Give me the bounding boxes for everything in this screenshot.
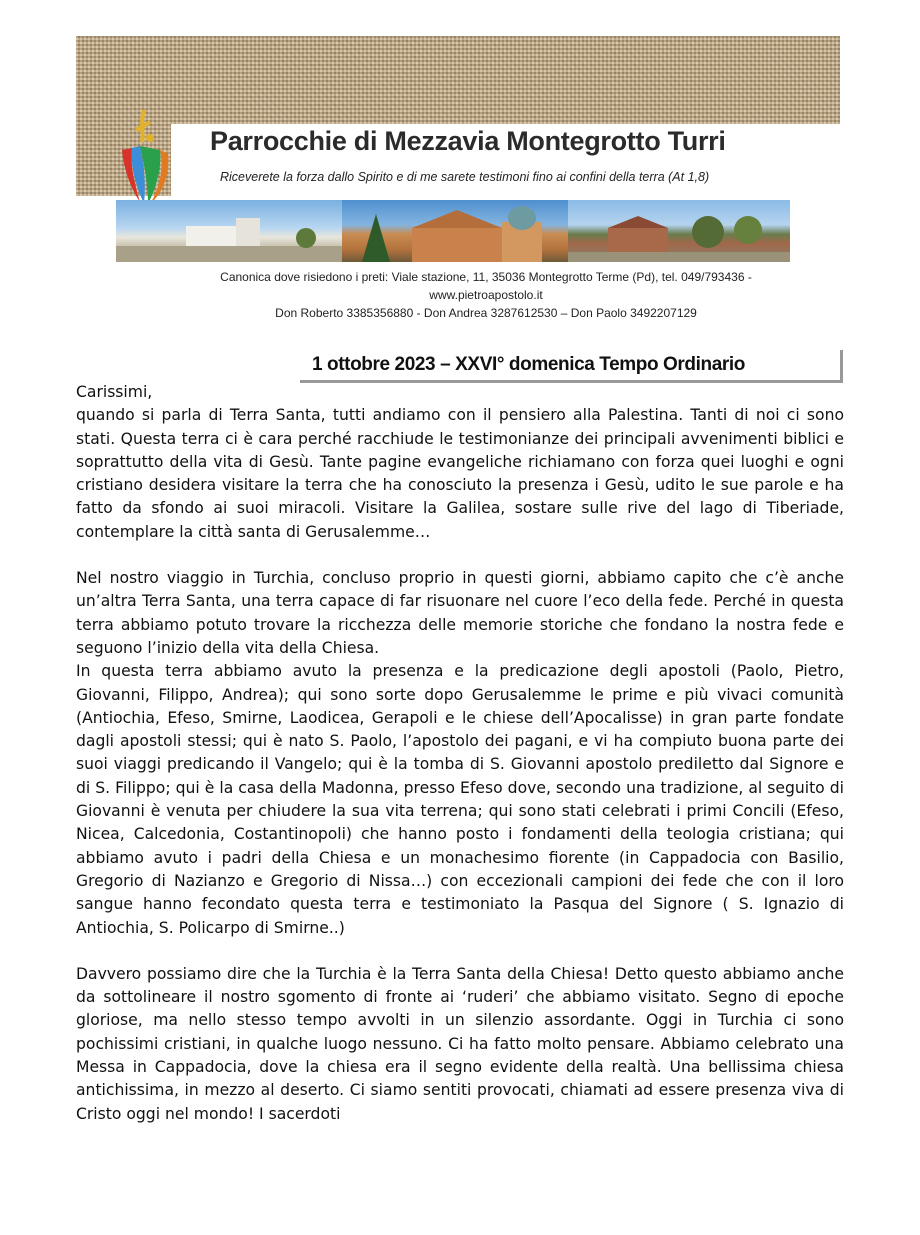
paragraph-2: Nel nostro viaggio in Turchia, concluso proprio in questi giorni, abbiamo capito che c’è anche un’altra Terra Santa, una terra capace di far risuonare nel cuore l’eco della fede. Perché in questa terra abbiamo potuto trovare la ricchezza delle memorie storiche che fondano la nostra fede e seguono l’inizio della vita della Chiesa.	[76, 569, 844, 657]
parish-logo-icon	[114, 102, 174, 212]
greeting: Carissimi,	[76, 383, 153, 401]
letter-body	[76, 381, 844, 1126]
newsletter-header	[76, 36, 840, 336]
priests-phones-line: Don Roberto 3385356880 - Don Andrea 3287612530 – Don Paolo 3492207129	[275, 306, 697, 320]
date-heading-box	[300, 350, 843, 383]
paragraph-4: Davvero possiamo dire che la Turchia è la Terra Santa della Chiesa! Detto questo abbiamo anche da sottolineare il nostro sgomento di fronte ai ‘ruderi’ che abbiamo visitato. Segno di epoche gloriose, ma nello stesso tempo avvolti in un silenzio assordante. Oggi in Turchia ci sono pochissimi cristiani, in qualche luogo nessuno. Ci ha fatto molto pensare. Abbiamo celebrato una Messa in Cappadocia, dove la chiesa era il segno evidente della realtà. Una bellissima chiesa antichissima, in mezzo al deserto. Ci siamo sentiti provocati, chiamati ad essere presenza viva di Cristo oggi nel mondo! I sacerdoti	[76, 964, 844, 1123]
parish-title: Parrocchie di Mezzavia Montegrotto Turri	[210, 126, 726, 156]
church-photo-modern	[116, 200, 342, 262]
website-line: www.pietroapostolo.it	[429, 288, 543, 302]
contact-info	[166, 268, 806, 322]
paragraph-3: In questa terra abbiamo avuto la presenza e la predicazione degli apostoli (Paolo, Pietro, Giovanni, Filippo, Andrea); qui sono sorte dopo Gerusalemme le prime e più vivaci comunità (Antiochia, Efeso, Smirne, Laodicea, Gerapoli e le chiese dell’Apocalisse) in gran parte fondate dagli apostoli stessi; qui è nato S. Paolo, l’apostolo dei pagani, e vi ha compiuto buona parte dei suoi viaggi predicando il Vangelo; qui è la tomba di S. Giovanni apostolo prediletto dal Signore e di S. Filippo; qui è la casa della Madonna, presso Efeso dove, secondo una tradizione, al seguito di Giovanni è venuta per chiudere la sua vita terrena; qui sono stati celebrati i primi Concili (Efeso, Nicea, Calcedonia, Costantinopoli) che hanno posto i fondamenti della teologia cristiana; qui abbiamo avuto i padri della Chiesa e un monachesimo fiorente (in Cappadocia con Basilio, Gregorio di Nazianzo e Gregorio di Nissa…) con eccezionali campioni dei fede che con il loro sangue hanno fecondato questa terra e testimoniato la Pasqua del Signore ( S. Ignazio di Antiochia, S. Policarpo di Smirne..)	[76, 662, 844, 937]
church-photo-rural	[568, 200, 790, 262]
date-heading: 1 ottobre 2023 – XXVI° domenica Tempo Ordinario	[312, 354, 745, 375]
parish-motto: Riceverete la forza dallo Spirito e di me sarete testimoni fino ai confini della terra (At 1,8)	[220, 170, 710, 184]
paragraph-1: quando si parla di Terra Santa, tutti andiamo con il pensiero alla Palestina. Tanti di noi ci sono stati. Questa terra ci è cara perché racchiude le testimonianze dei principali avvenimenti biblici e soprattutto della vita di Gesù. Tante pagine evangeliche richiamano con forza quei luoghi e ogni cristiano desidera visitare la terra che ha conosciuto la presenza i Gesù, udito le sue parole e ha fatto da sfondo ai suoi miracoli. Visitare la Galilea, sostare sulle rive del lago di Tiberiade, contemplare la città santa di Gerusalemme…	[76, 406, 844, 541]
church-photo-basilica	[342, 200, 568, 262]
church-photos-strip	[116, 200, 790, 262]
address-line: Canonica dove risiedono i preti: Viale stazione, 11, 35036 Montegrotto Terme (Pd), tel. 049/793436 -	[220, 270, 752, 284]
